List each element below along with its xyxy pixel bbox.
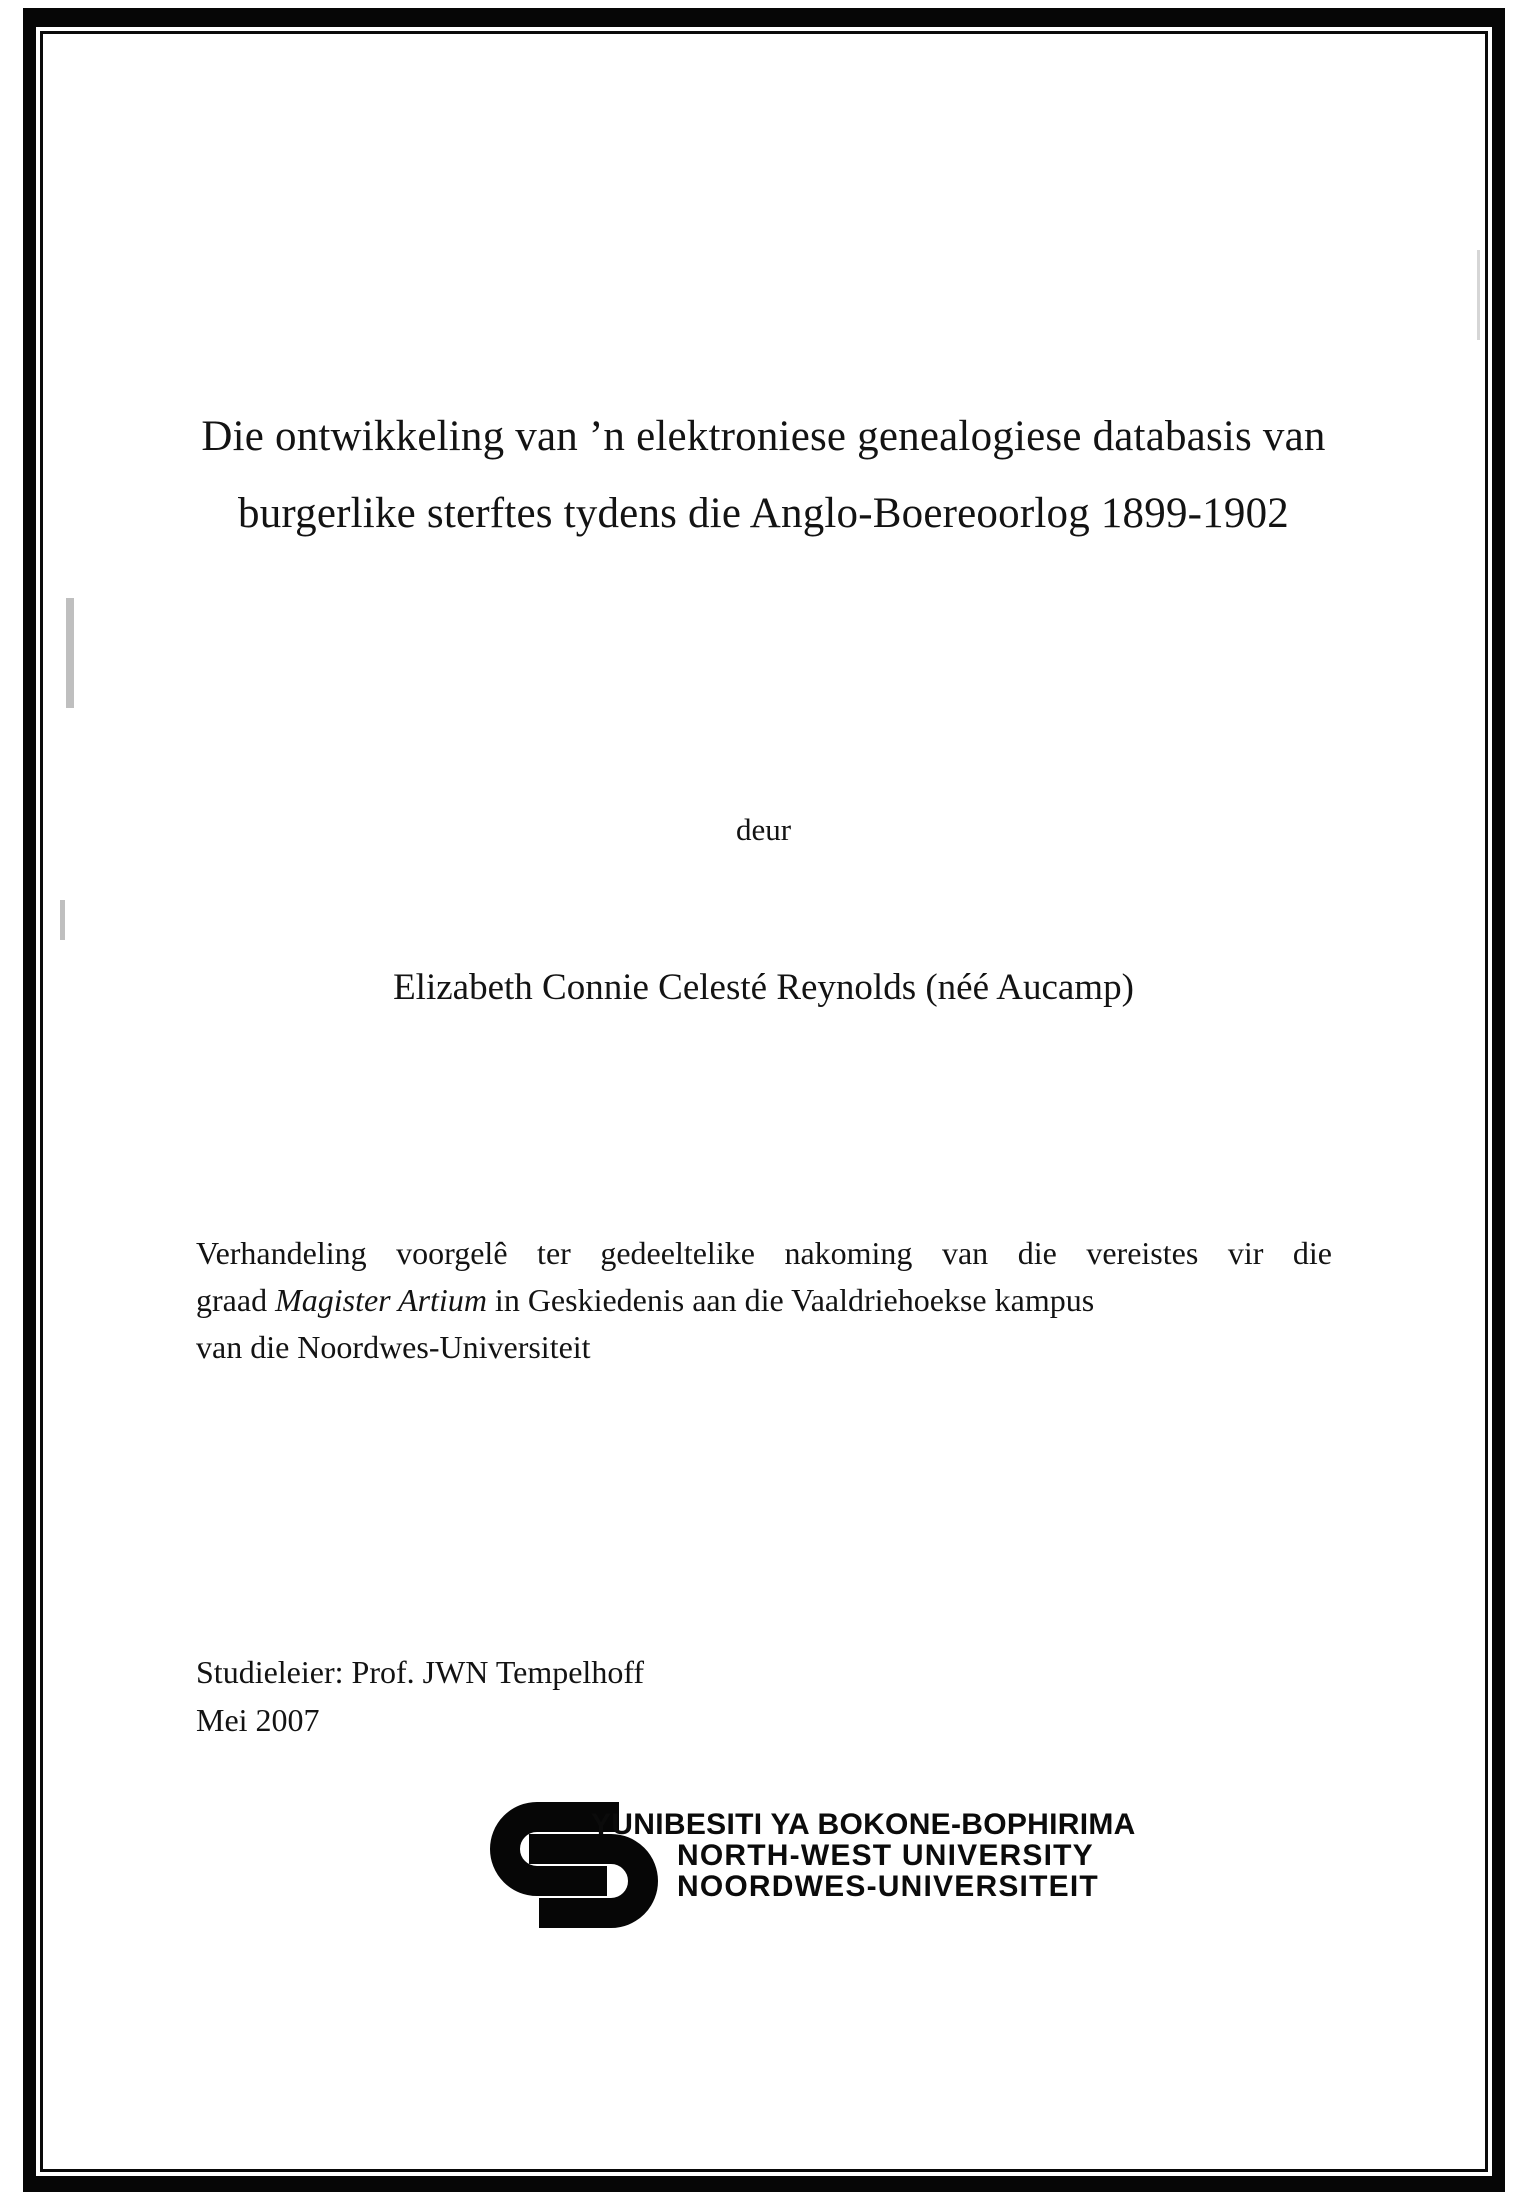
scan-artifact (66, 598, 74, 708)
statement-line-3: van die Noordwes-Universiteit (196, 1329, 591, 1365)
statement-line-1: Verhandeling voorgelê ter gedeeltelike nakoming van die vereistes vir die (196, 1235, 1332, 1271)
date-line: Mei 2007 (196, 1702, 320, 1738)
author-name: Elizabeth Connie Celesté Reynolds (néé Aucamp) (393, 967, 1134, 1008)
statement-line-2-pre: graad (196, 1282, 276, 1318)
title-line-2: burgerlike sterftes tydens die Anglo-Boereoorlog 1899-1902 (238, 490, 1289, 537)
logo-text-english: NORTH-WEST UNIVERSITY (677, 1839, 1094, 1872)
logo-text-afrikaans: NOORDWES-UNIVERSITEIT (677, 1870, 1099, 1903)
logo-text-setswana: YUNIBESITI YA BOKONE-BOPHIRIMA (591, 1808, 1136, 1841)
byline-label: deur (735, 812, 792, 847)
university-logo-text (591, 1809, 1136, 1902)
supervisor-block (196, 1648, 644, 1744)
thesis-title (0, 398, 1527, 552)
degree-name-italic: Magister Artium (275, 1282, 487, 1318)
title-line-1: Die ontwikkeling van ’n elektroniese genealogiese databasis van (201, 413, 1326, 460)
scan-artifact (60, 900, 65, 940)
statement-line-2 (196, 1277, 1332, 1324)
supervisor-line: Studieleier: Prof. JWN Tempelhoff (196, 1654, 645, 1690)
university-logo (479, 1796, 1136, 1941)
scan-artifact (1477, 250, 1480, 340)
thesis-statement (196, 1230, 1332, 1371)
statement-line-2-post: in Geskiedenis aan die Vaaldriehoekse kampus (486, 1282, 1095, 1318)
